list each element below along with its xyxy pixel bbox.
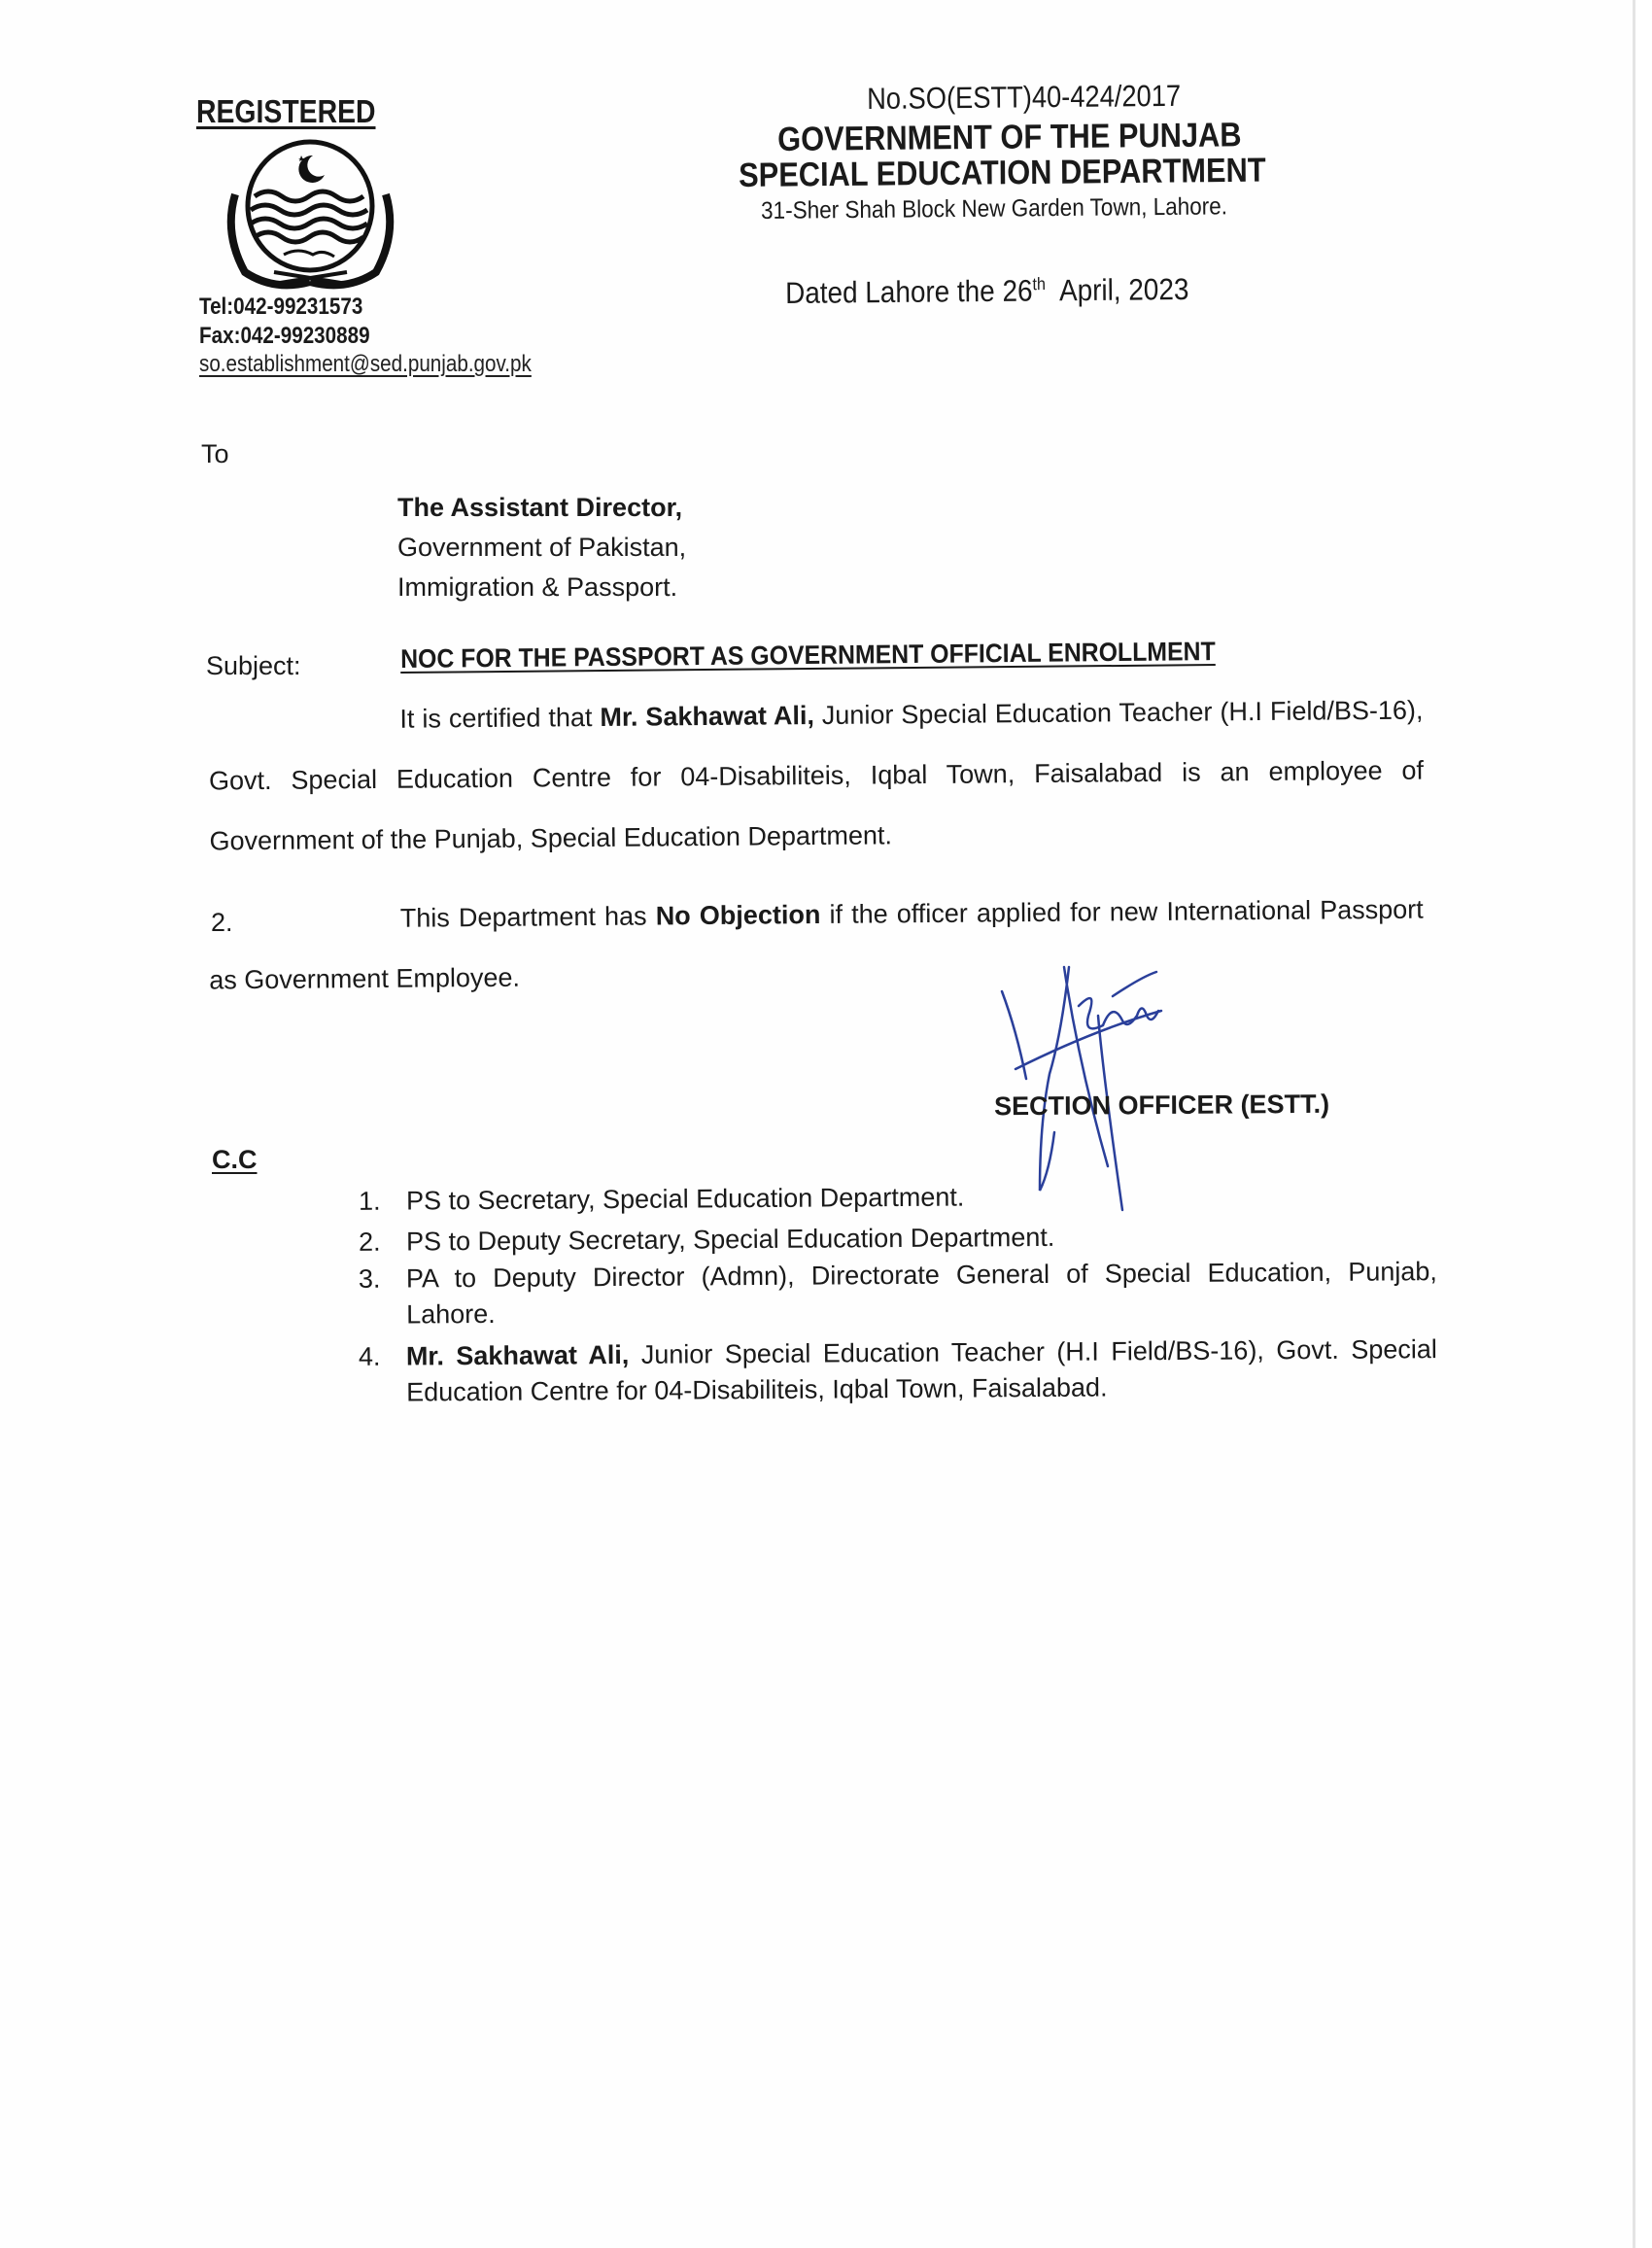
email-link[interactable]: so.establishment@sed.punjab.gov.pk <box>199 351 532 377</box>
p2-text-a: This Department has <box>399 901 656 933</box>
cc-number: 3. <box>358 1263 381 1294</box>
cc-list-item <box>359 1332 1437 1411</box>
subject-text: NOC FOR THE PASSPORT AS GOVERNMENT OFFICIAL ENROLLMENT <box>400 637 1216 674</box>
cc-list-item <box>359 1254 1437 1333</box>
employee-name: Mr. Sakhawat Ali, <box>600 701 815 732</box>
date-suffix: April, 2023 <box>1058 271 1189 308</box>
p1-text-a: It is certified that <box>399 702 601 734</box>
cc-bold-name: Mr. Sakhawat Ali, <box>405 1339 630 1371</box>
cc-text: PS to Secretary, Special Education Department. <box>405 1182 965 1216</box>
cc-number: 1. <box>358 1186 381 1216</box>
recipient-title: The Assistant Director, <box>397 493 683 522</box>
department-title: SPECIAL EDUCATION DEPARTMENT <box>739 151 1266 194</box>
signatory-designation: SECTION OFFICER (ESTT.) <box>993 1089 1330 1122</box>
date-ordinal: th <box>1032 274 1047 294</box>
telephone: Tel:042-99231573 <box>199 294 363 320</box>
cc-text: PS to Deputy Secretary, Special Education Department. <box>405 1222 1055 1257</box>
fax: Fax:042-99230889 <box>199 323 370 349</box>
cc-text-wrapper <box>406 1332 1437 1410</box>
no-objection: No Objection <box>655 899 821 931</box>
cc-number: 4. <box>358 1341 381 1371</box>
cc-list-item <box>359 1217 1437 1261</box>
to-label: To <box>201 439 229 468</box>
date-prefix: Dated Lahore the 26 <box>785 273 1033 310</box>
cc-text: Junior Special Education Teacher (H.I Field/BS-16), Govt. Special Education Centre for 04-Disabiliteis, Iqbal Town, Faisalabad. <box>406 1334 1437 1407</box>
p2-text-b: if the officer applied for new International Passport as Government Employee. <box>209 894 1424 995</box>
p1-text-b: Junior Special Education Teacher (H.I Field/BS-16), Govt. Special Education Centre for 04-Disabiliteis, Iqbal Town, Faisalabad is an employee of Government of the Punjab, Special Education Department. <box>208 695 1425 856</box>
registered-label: REGISTERED <box>196 93 376 129</box>
paragraph-1 <box>208 680 1425 872</box>
reference-number: No.SO(ESTT)40-424/2017 <box>867 78 1182 116</box>
subject-label: Subject: <box>206 651 301 680</box>
cc-label: C.C <box>212 1145 258 1174</box>
recipient-line-2: Immigration & Passport. <box>397 572 678 602</box>
department-address: 31-Sher Shah Block New Garden Town, Lahore. <box>761 192 1228 225</box>
cc-list-item <box>359 1176 1437 1220</box>
recipient-line-1: Government of Pakistan, <box>397 533 687 562</box>
paragraph-2 <box>208 880 1424 1011</box>
letter-date <box>785 272 1189 311</box>
cc-text: PA to Deputy Director (Admn), Directorate General of Special Education, Punjab, Lahore. <box>405 1257 1437 1330</box>
paragraph-2-number: 2. <box>211 908 233 937</box>
government-title: GOVERNMENT OF THE PUNJAB <box>777 116 1242 158</box>
punjab-emblem-icon <box>216 136 405 292</box>
cc-number: 2. <box>358 1227 381 1257</box>
